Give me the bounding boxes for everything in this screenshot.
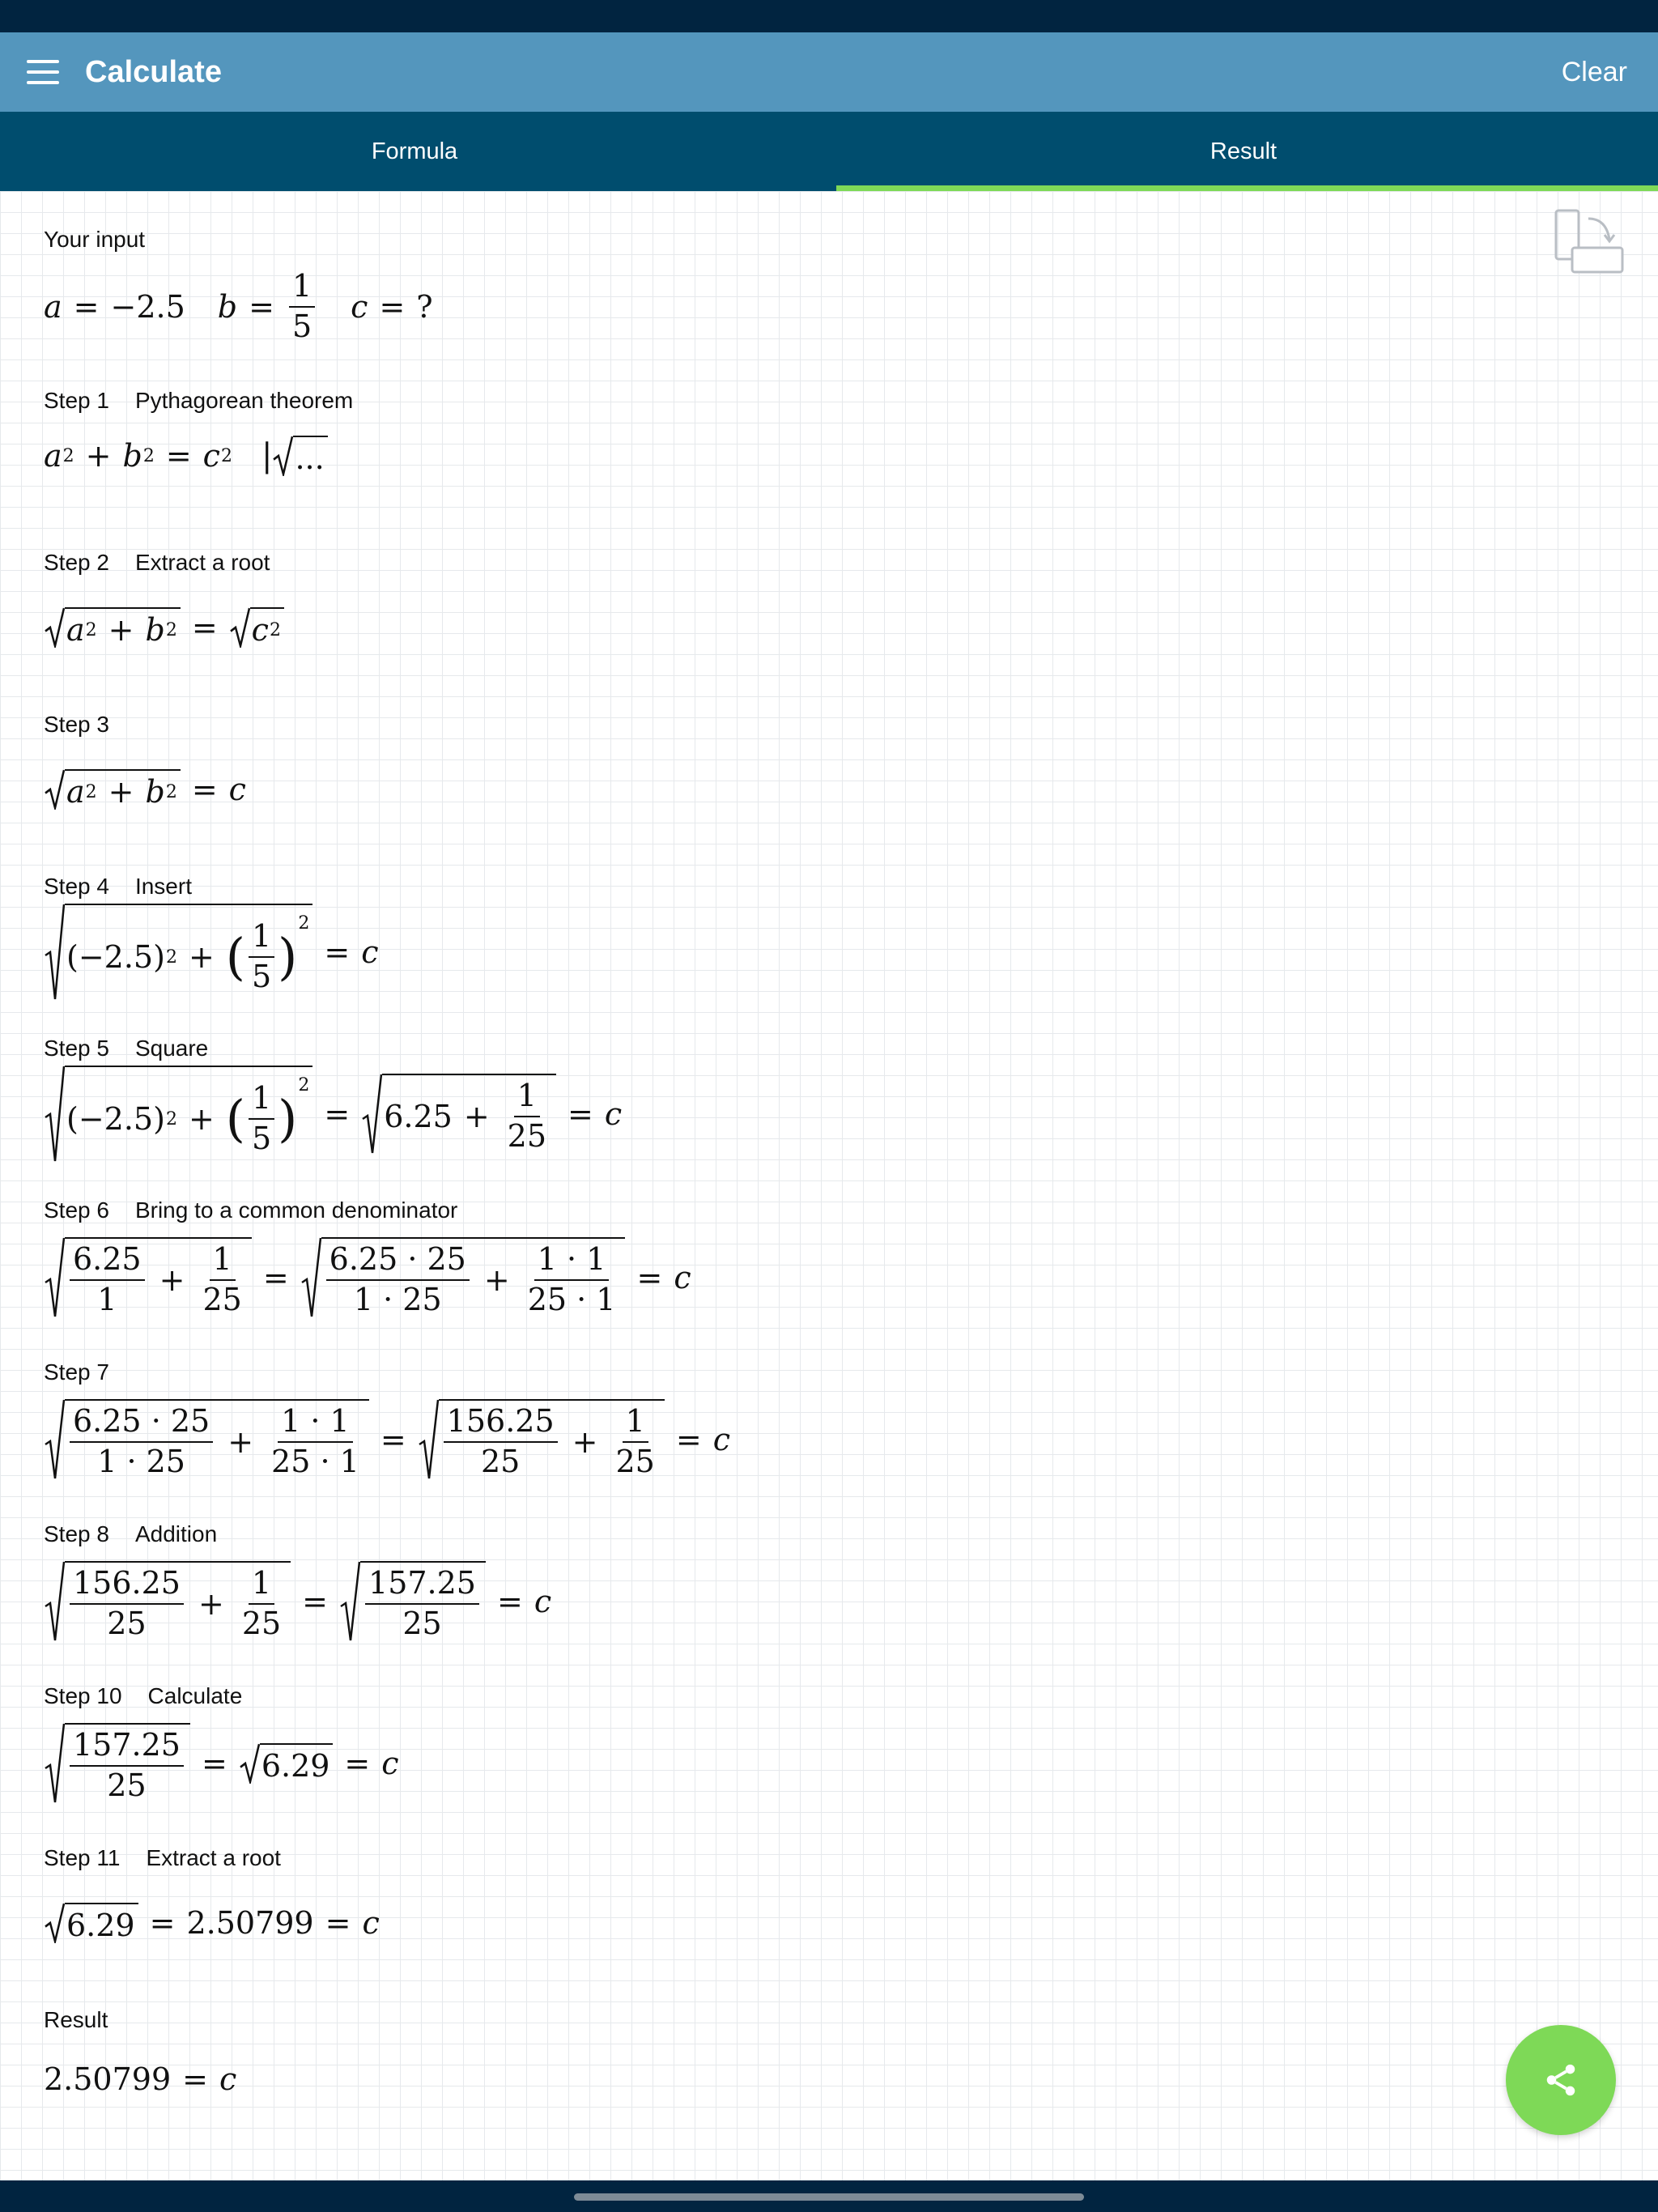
step-7-equation: $\frac{6.25 \cdot 25}{1 \cdot 25}$ + $\frac{1 \cdot 1}{25 \cdot 1}$ = $\frac{156.25}{25}$ + $\frac{1}{25}$ = c: [44, 1399, 730, 1480]
menu-icon[interactable]: [27, 60, 59, 84]
navigation-bar: [0, 2180, 1658, 2212]
share-icon: [1542, 2061, 1579, 2099]
step-11-equation: 6.29 = 2.50799 = c: [44, 1903, 380, 1943]
step-1-label: Step 1 Pythagorean theorem: [44, 388, 354, 413]
step-4-equation: (−2.5) 2 + ( $\frac{1}{5}$ ) $^2$ = c: [44, 904, 379, 1001]
rotate-screen-icon[interactable]: [1553, 207, 1626, 276]
step-3-equation: a 2 + b 2 = c: [44, 769, 246, 810]
result-label: Result: [44, 2007, 108, 2032]
step-5-label: Step 5 Square: [44, 1036, 209, 1061]
tab-formula[interactable]: Formula: [371, 138, 458, 164]
tab-bar: [0, 112, 1658, 191]
step-1-equation: a 2 + b 2 = c 2 | ...: [44, 436, 328, 476]
input-equation: a = −2.5 b = $\frac{1}{5}$ c = ?: [44, 268, 433, 344]
step-6-label: Step 6 Bring to a common denominator: [44, 1197, 458, 1223]
step-10-label: Step 10 Calculate: [44, 1683, 243, 1708]
share-button[interactable]: [1506, 2025, 1616, 2135]
step-10-equation: $\frac{157.25}{25}$ = 6.29 = c: [44, 1723, 399, 1804]
tab-result[interactable]: Result: [829, 112, 1658, 191]
step-8-label: Step 8 Addition: [44, 1521, 218, 1546]
step-11-label: Step 11 Extract a root: [44, 1845, 281, 1870]
step-7-label: Step 7: [44, 1359, 109, 1385]
step-8-equation: $\frac{156.25}{25}$ + $\frac{1}{25}$ = $\frac{157.25}{25}$ = c: [44, 1561, 551, 1642]
result-panel[interactable]: [0, 191, 1658, 2180]
app-bar: [0, 32, 1658, 112]
input-label: Your input: [44, 227, 146, 252]
step-2-label: Step 2 Extract a root: [44, 550, 270, 575]
step-3-label: Step 3: [44, 712, 109, 737]
step-2-equation: a 2 + b 2 = c 2: [44, 607, 284, 648]
clear-button[interactable]: Clear: [1561, 56, 1627, 87]
result-equation: 2.50799 = c: [44, 2061, 237, 2097]
status-bar: [0, 0, 1658, 32]
home-indicator[interactable]: [574, 2193, 1084, 2201]
step-5-equation: (−2.5) 2 + ( $\frac{1}{5}$ ) $^2$ = 6.25 + $\frac{1}{25}$ = c: [44, 1066, 622, 1163]
step-6-equation: $\frac{6.25}{1}$ + $\frac{1}{25}$ = $\frac{6.25 \cdot 25}{1 \cdot 25}$ + $\frac{1 \cdot 1}{25 \cdot 1}$ = c: [44, 1237, 691, 1318]
step-4-label: Step 4 Insert: [44, 874, 192, 899]
page-title: Calculate: [85, 54, 222, 89]
